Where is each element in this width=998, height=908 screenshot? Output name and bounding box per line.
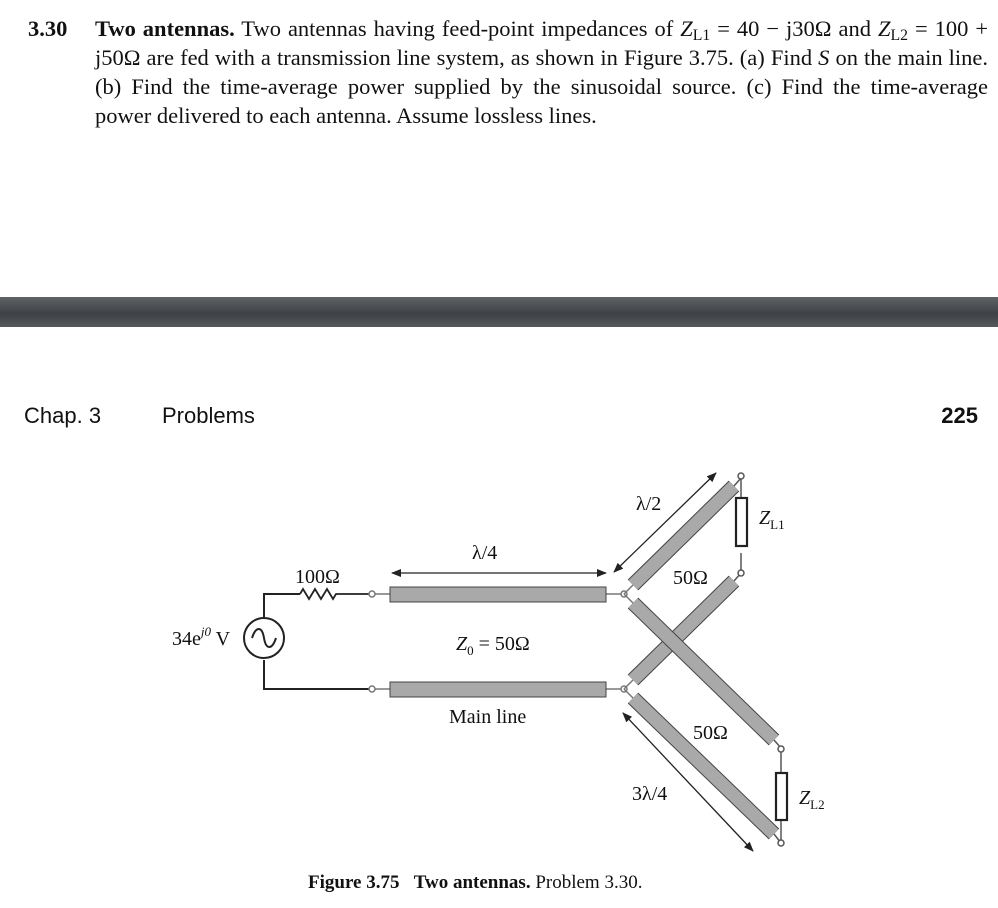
load-1-label: $Z_{L1}$ xyxy=(759,507,785,532)
branch-2-impedance-label: 50Ω xyxy=(693,722,728,744)
main-line-label: Main line xyxy=(449,706,527,728)
branch-1-length-label: λ/2 xyxy=(636,493,662,515)
source-wire-bottom xyxy=(264,660,370,689)
page-separator xyxy=(0,297,998,327)
problem-title: Two antennas. xyxy=(95,16,235,41)
problem-and: and xyxy=(838,16,871,41)
source-label: $34e^{j0}$ V xyxy=(172,624,231,650)
chapter-label: Chap. 3 xyxy=(24,403,102,428)
terminal-node xyxy=(369,686,375,692)
load-2-label: $Z_{L2}$ xyxy=(799,787,825,812)
s-symbol: S xyxy=(818,45,830,70)
section-label: Problems xyxy=(162,403,255,428)
main-line-bottom-conductor xyxy=(390,682,606,697)
resistor-symbol xyxy=(300,589,370,599)
caption-label: Figure 3.75 xyxy=(308,872,400,893)
zl2-value: = 100 + j50Ω xyxy=(95,16,989,70)
main-line-length-label: λ/4 xyxy=(472,542,498,564)
page-number: 225 xyxy=(941,403,978,428)
problem-text-2: are fed with a transmission line system, as shown in Figure 3.75. (a) Find xyxy=(146,45,813,70)
figure-caption xyxy=(308,872,642,894)
caption-text: Problem 3.30. xyxy=(535,872,643,893)
problem-3-30 xyxy=(28,14,988,130)
zl1-value: = 40 − j30Ω xyxy=(717,16,832,41)
problem-statement xyxy=(95,14,988,130)
resistor-label: 100Ω xyxy=(295,566,340,588)
branch-2-length-arrow xyxy=(623,713,753,851)
zl2-subscript: L2 xyxy=(890,26,908,44)
zl1-symbol: Z xyxy=(680,16,693,41)
zl1-subscript: L1 xyxy=(692,26,711,44)
caption-title: Two antennas. xyxy=(413,872,531,893)
z0-label: $Z_0 = 50\Omega$ xyxy=(456,633,530,658)
zl2-symbol: Z xyxy=(877,16,891,41)
problem-text-1: Two antennas having feed-point impedances of xyxy=(241,16,674,41)
branch-1-impedance-label: 50Ω xyxy=(673,567,708,589)
branch-2-length-label: 3λ/4 xyxy=(632,783,668,805)
terminal-node xyxy=(369,591,375,597)
circuit-figure xyxy=(0,450,998,870)
main-line-top-conductor xyxy=(390,587,606,602)
problem-number: 3.30 xyxy=(28,16,68,41)
ac-source xyxy=(244,618,284,658)
problem-text-3: on the main line. (b) Find the time-average power supplied by the sinusoidal source. (c) Find the time-average power delivered to each antenna. Assume lossless lines. xyxy=(95,45,989,128)
